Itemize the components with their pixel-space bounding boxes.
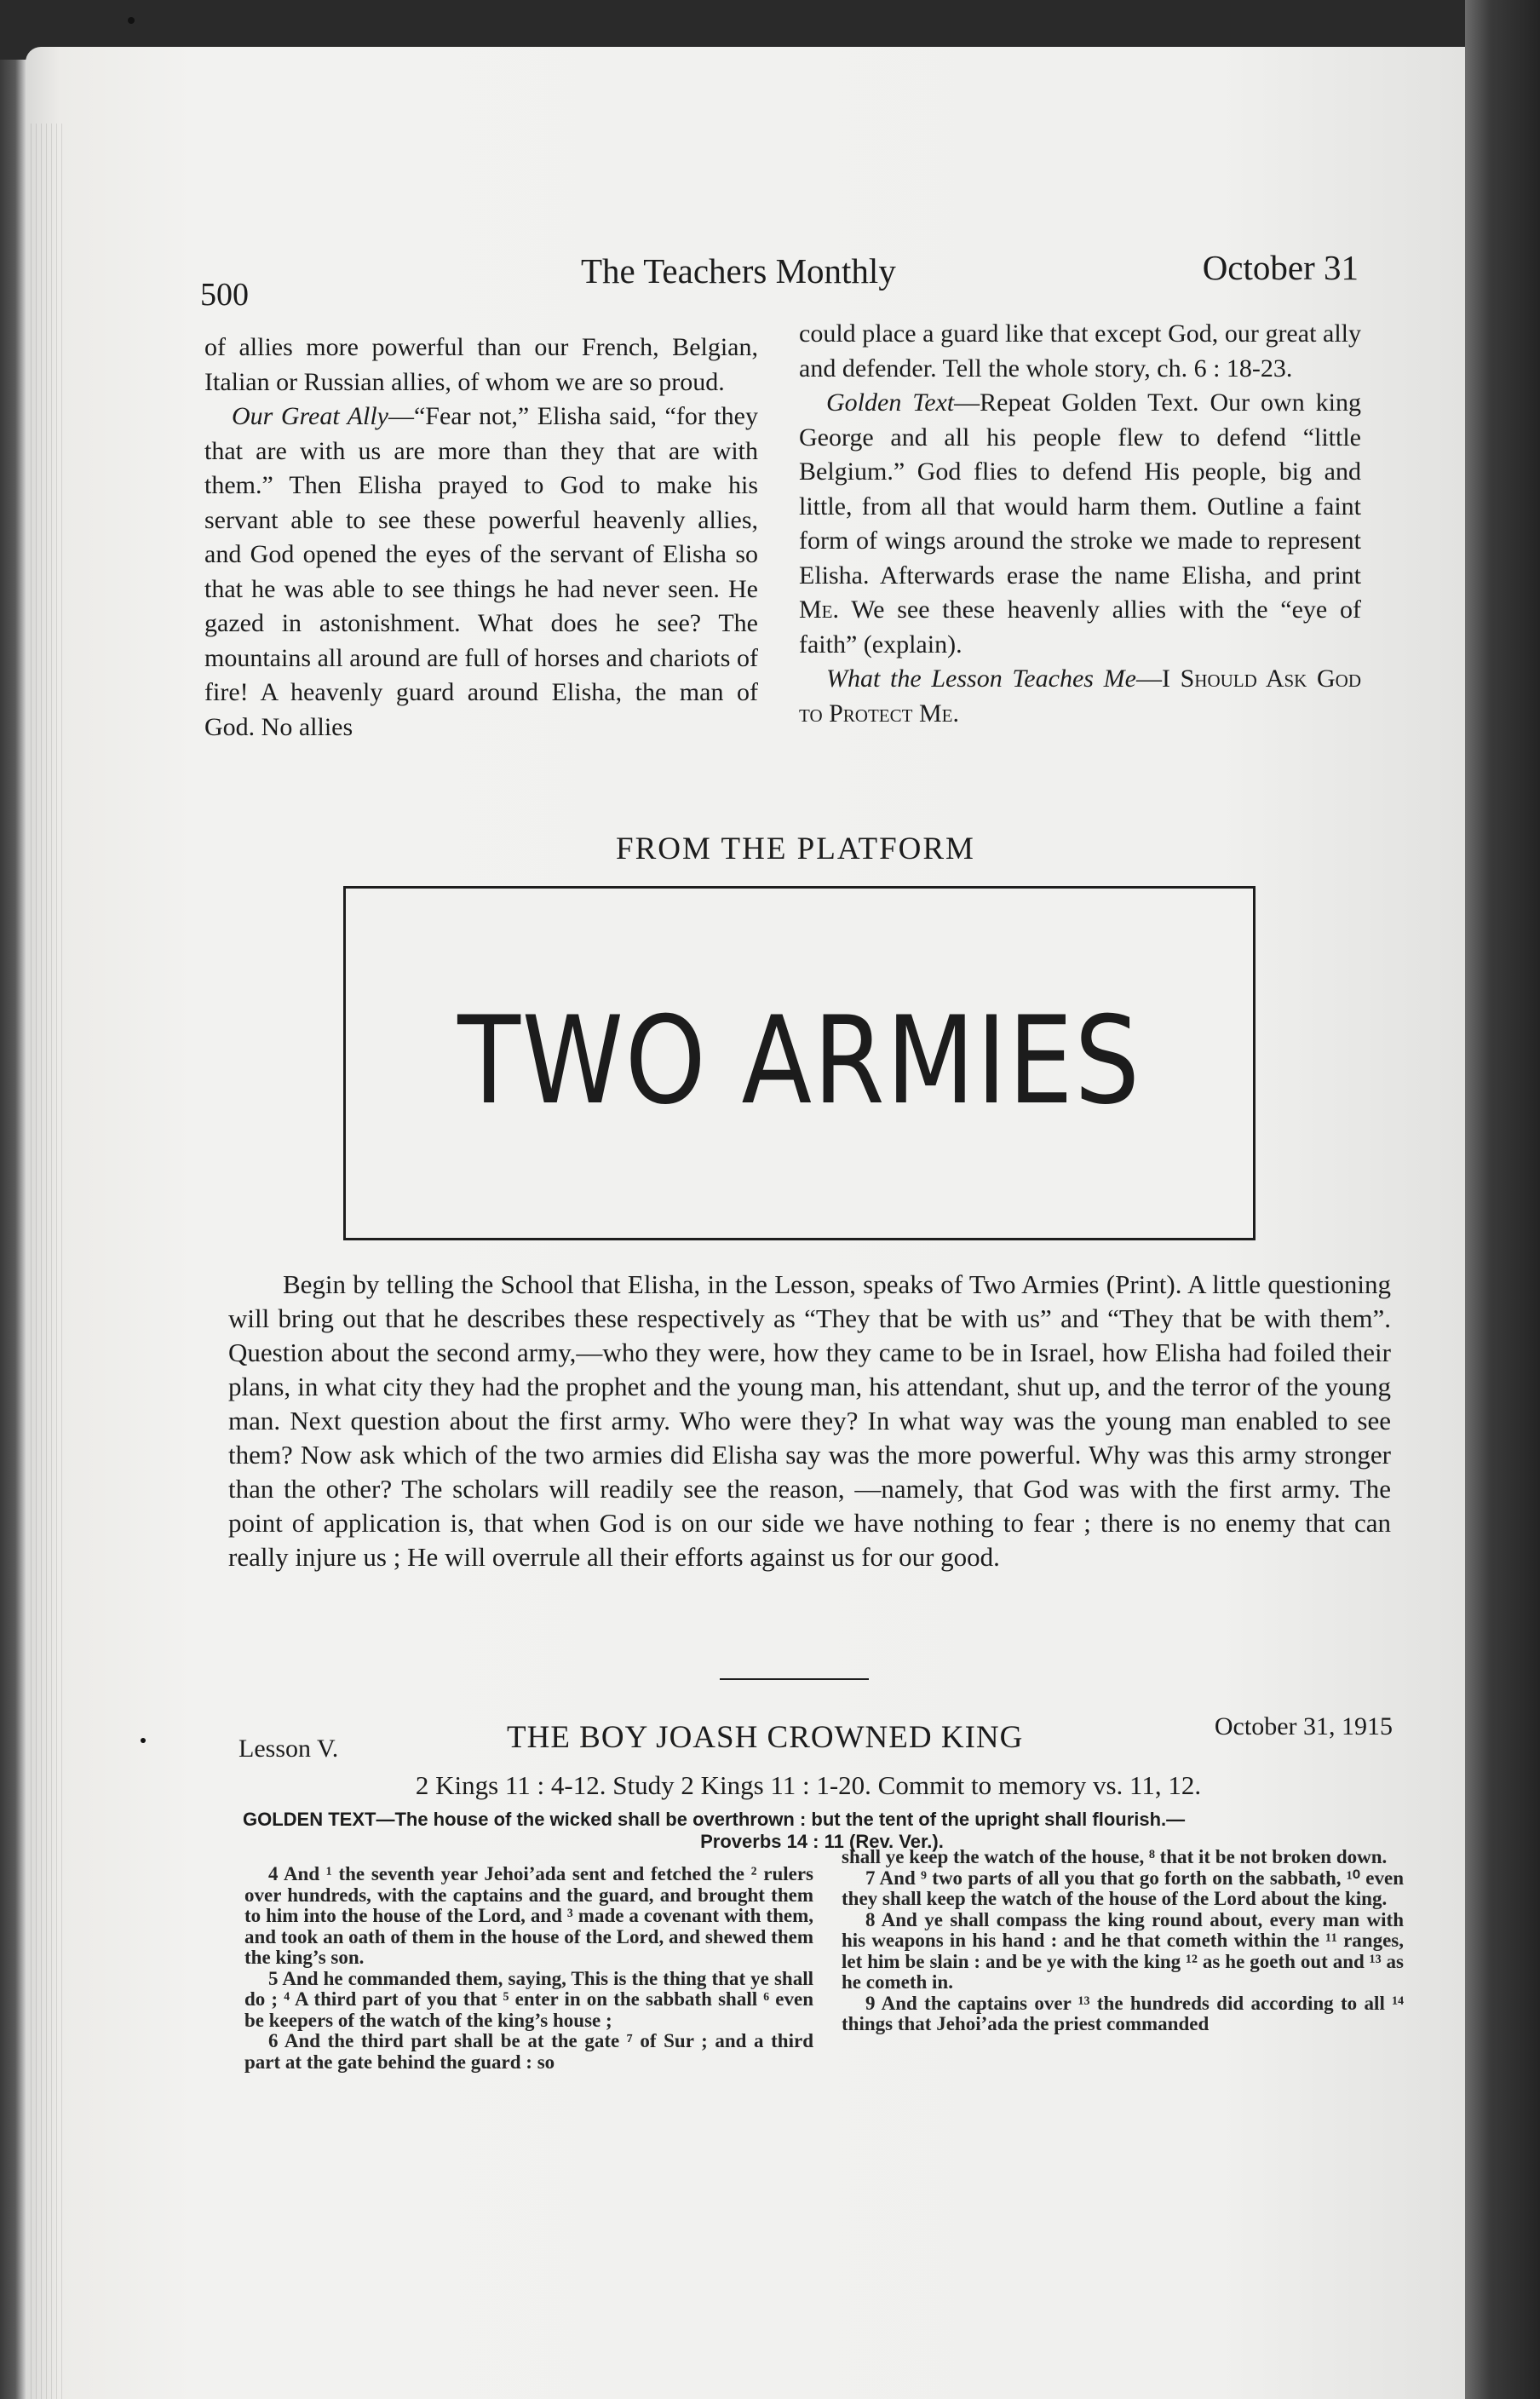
binding-gutter	[31, 124, 65, 2399]
left-paragraph-2	[204, 400, 758, 745]
paragraph-emphasis: Me	[799, 595, 833, 624]
paragraph-text: . We see these heavenly allies with the “eye of faith” (explain).	[799, 595, 1361, 659]
section-heading-text: FROM THE PLATFORM	[616, 831, 975, 866]
right-column	[799, 317, 1361, 731]
section-heading	[0, 831, 1540, 867]
study-line	[0, 1770, 1540, 1801]
study-line-text: 2 Kings 11 : 4-12. Study 2 Kings 11 : 1-20. Commit to memory vs. 11, 12.	[415, 1770, 1202, 1800]
divider-rule	[720, 1678, 869, 1680]
paragraph-text: —“Fear not,” Elisha said, “for they that are with us are more than they that are with them.” Then Elisha prayed to God to make his servant able to see these powerful heavenly allies, and God opened the eyes of the servant of Elisha so that he was able to see things he had never seen. He gazed in astonishment. What does he see? The mountains all around are full of horses and chariots of fire! A heavenly guard around Elisha, the man of God. No allies	[204, 402, 758, 741]
journal-title: The Teachers Monthly	[581, 251, 896, 291]
dust-speck	[141, 1738, 146, 1743]
running-head	[200, 247, 1359, 313]
paragraph-lead: What the Lesson Teaches Me	[826, 664, 1136, 693]
left-paragraph-1: of allies more powerful than our French, Belgian, Italian or Russian allies, of whom we are so proud.	[204, 333, 758, 396]
scripture-left-column	[244, 1864, 813, 2073]
paragraph-text: —Repeat Golden Text. Our own king George and all his people flew to defend “little Belgium.” God flies to defend His people, big and little, from all that would harm them. Outline a faint form of wings around the stroke we made to represent Elisha. Afterwards erase the name Elisha, and print	[799, 388, 1361, 590]
lesson-header	[238, 1712, 1393, 1763]
scripture-verse: 8 And ye shall compass the king round about, every man with his weapons in his hand : and he that cometh within the ¹¹ ranges, let him be slain : and be ye with the king ¹² as he goeth out and ¹³ as he cometh in.	[842, 1908, 1404, 1993]
scripture-verse: 6 And the third part shall be at the gate ⁷ of Sur ; and a third part at the gate behind the guard : so	[244, 2030, 813, 2073]
paragraph-text: —I Should Ask God to Protect Me.	[799, 664, 1362, 728]
left-column	[204, 331, 758, 745]
paragraph-lead: Golden Text	[826, 388, 955, 417]
scripture-verse: 7 And ⁹ two parts of all you that go forth on the sabbath, ¹⁰ even they shall keep the watch of the house of the Lord about the king.	[842, 1867, 1404, 1909]
page-number: 500	[200, 277, 249, 313]
golden-text-reference: Proverbs 14 : 11 (Rev. Ver.).	[700, 1831, 944, 1852]
dust-speck	[128, 17, 135, 24]
scripture-verse: 9 And the captains over ¹³ the hundreds did according to all ¹⁴ things that Jehoi’ada the priest commanded	[842, 1992, 1404, 2034]
scripture-verse: 4 And ¹ the seventh year Jehoi’ada sent and fetched the ² rulers over hundreds, with the captains and the guard, and brought them to him into the house of the Lord, and ³ made a covenant with them, and took an oath of them in the house of the Lord, and shewed them the king’s son.	[244, 1863, 813, 1968]
lesson-date: October 31, 1915	[1214, 1712, 1393, 1740]
scripture-right-column	[842, 1847, 1404, 2035]
golden-text-body: GOLDEN TEXT—The house of the wicked shall be overthrown : but the tent of the upright shall flourish.—	[243, 1809, 1186, 1830]
issue-date: October 31	[1202, 248, 1359, 287]
paragraph-lead: Our Great Ally	[232, 402, 388, 430]
scripture-verse: 5 And he commanded them, saying, This is the thing that ye shall do ; ⁴ A third part of you that ⁵ enter in on the sabbath shall ⁶ even be keepers of the watch of the king’s house ;	[244, 1967, 813, 2031]
platform-paragraph-text: Begin by telling the School that Elisha, in the Lesson, speaks of Two Armies (Print). A little questioning will bring out that he describes these respectively as “They that be with us” and “They that be with them”. Question about the second army,—who they were, how they came to be in Israel, how Elisha had foiled their plans, in what city they had the prophet and the young man, his attendant, shut up, and the terror of the young man. Next question about the first army. Who were they? In what way was the young man enabled to see them? Now ask which of the two armies did Elisha say was the more powerful. Why was this army stronger than the other? The scholars will readily see the reason, —namely, that God was with the first army. The point of application is, that when God is on our side we have nothing to fear ; there is no enemy that can really injure us ; He will overrule all their efforts against us for our good.	[228, 1269, 1391, 1572]
platform-paragraph	[228, 1268, 1391, 1574]
right-paragraph-1: could place a guard like that except God, our great ally and defender. Tell the whole story, ch. 6 : 18-23.	[799, 319, 1361, 383]
blackboard-box	[343, 886, 1256, 1240]
blackboard-text: TWO ARMIES	[457, 991, 1141, 1131]
scan-right-border	[1465, 0, 1540, 2399]
scripture-verse: shall ye keep the watch of the house, ⁸ that it be not broken down.	[842, 1846, 1388, 1867]
lesson-title: THE BOY JOASH CROWNED KING	[507, 1720, 1024, 1755]
right-paragraph-3	[799, 662, 1361, 731]
right-paragraph-2	[799, 386, 1361, 662]
lesson-number: Lesson V.	[238, 1735, 339, 1763]
